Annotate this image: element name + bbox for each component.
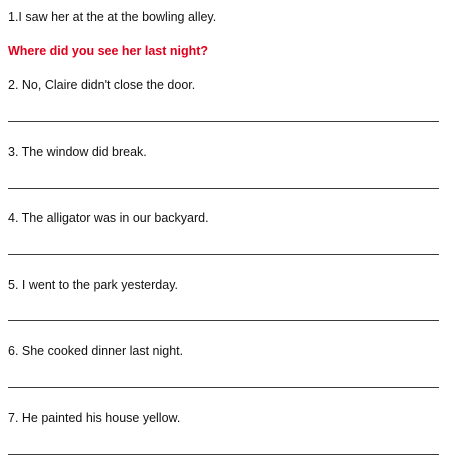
answer-line-2 — [8, 121, 439, 122]
answer-line-5 — [8, 320, 439, 321]
answer-line-3 — [8, 188, 439, 189]
sentence-6: 6. She cooked dinner last night. — [8, 344, 184, 358]
sentence-4: 4. The alligator was in our backyard. — [8, 211, 209, 225]
sentence-2: 2. No, Claire didn't close the door. — [8, 78, 196, 92]
answer-line-4 — [8, 254, 439, 255]
sentence-1: 1.I saw her at the at the bowling alley. — [8, 10, 217, 24]
sentence-5: 5. I went to the park yesterday. — [8, 278, 178, 292]
answer-line-7 — [8, 454, 439, 455]
example-answer: Where did you see her last night? — [8, 44, 209, 58]
sentence-7: 7. He painted his house yellow. — [8, 411, 181, 425]
sentence-3: 3. The window did break. — [8, 145, 147, 159]
answer-line-6 — [8, 387, 439, 388]
